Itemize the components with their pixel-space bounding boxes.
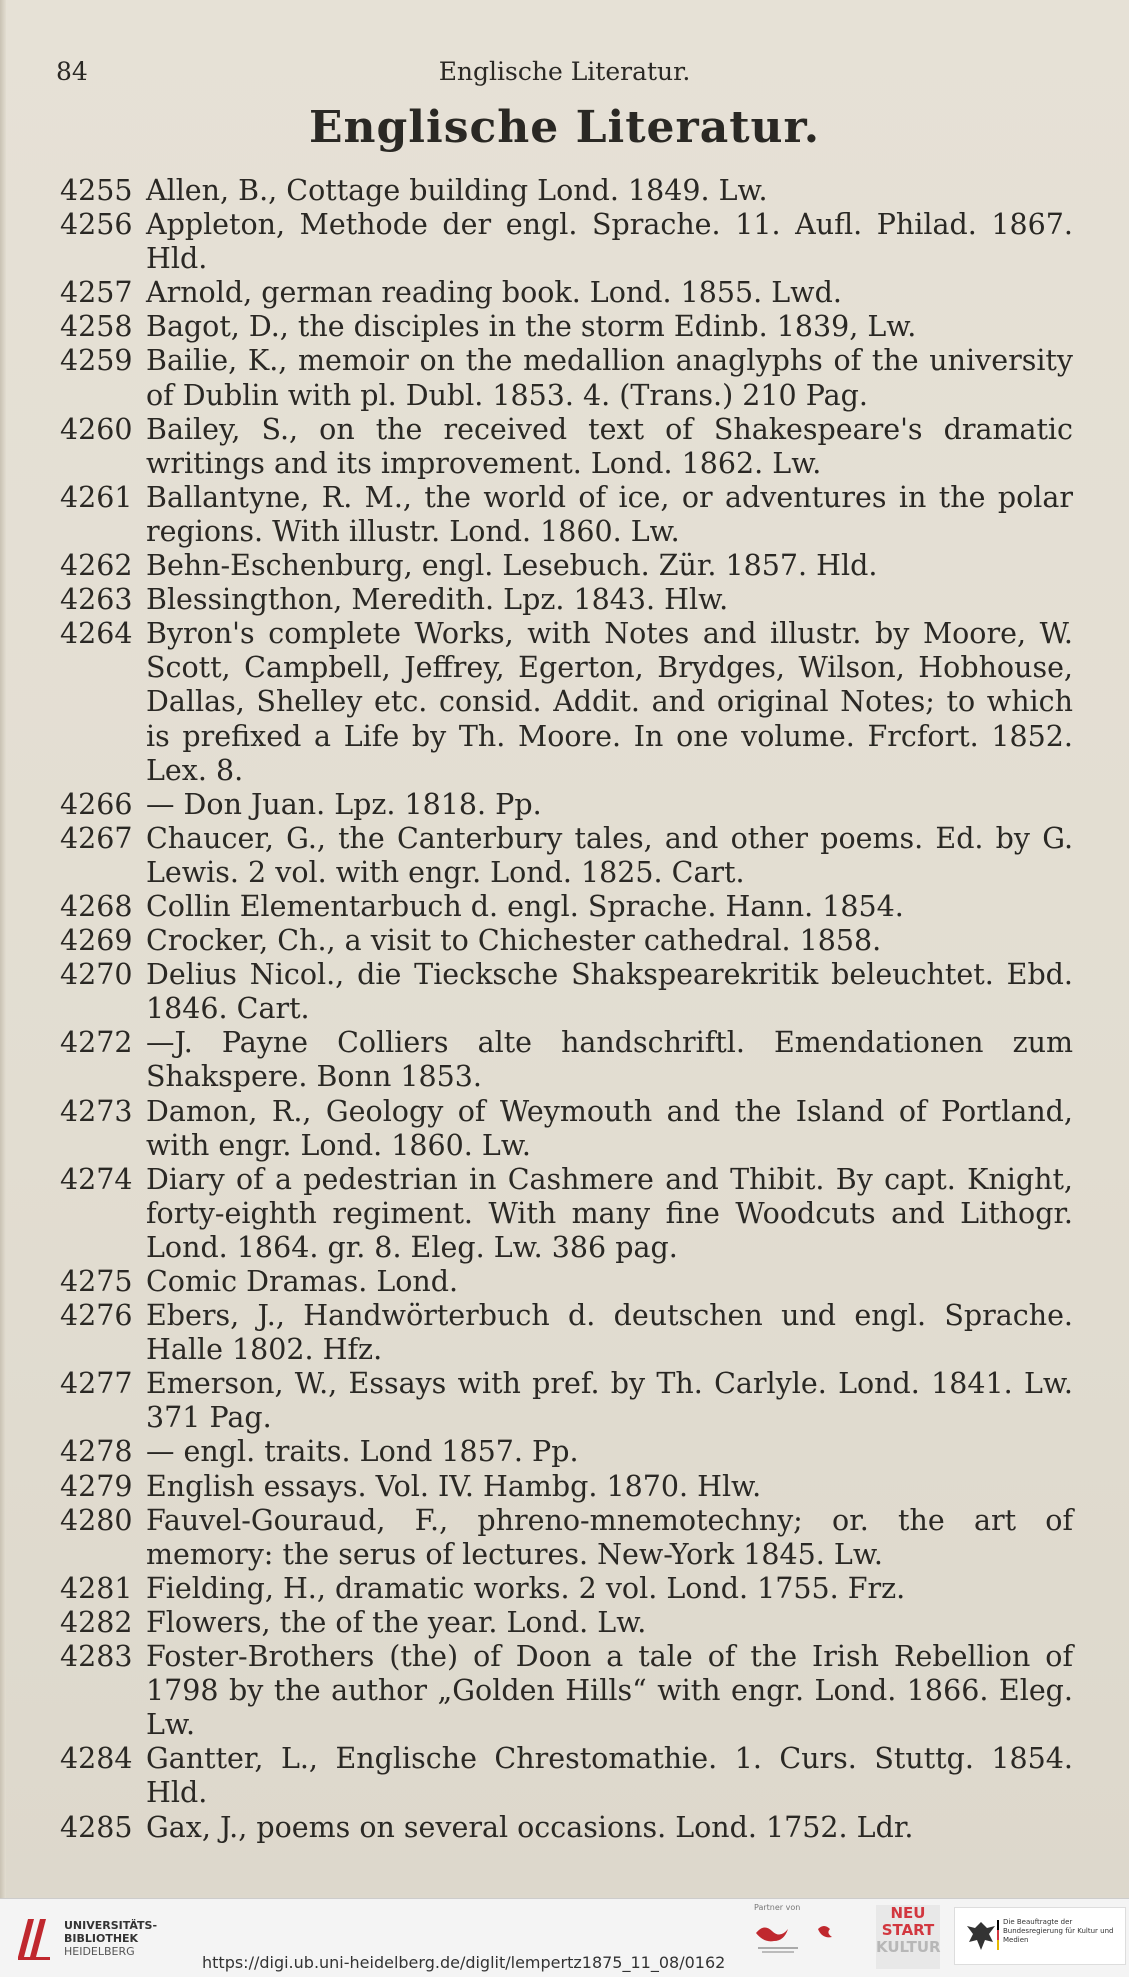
catalog-entry <box>48 1265 1073 1299</box>
entry-number: 4260 <box>60 412 133 446</box>
catalog-entries <box>48 174 1073 1845</box>
entry-text: Emerson, W., Essays with pref. by Th. Carlyle. Lond. 1841. Lw. 371 Pag. <box>146 1367 1073 1435</box>
entry-text: Crocker, Ch., a visit to Chichester cathedral. 1858. <box>146 924 882 958</box>
catalog-entry <box>48 1606 1073 1640</box>
catalog-entry <box>48 1026 1073 1094</box>
entry-number: 4283 <box>60 1640 133 1674</box>
catalog-entry <box>48 481 1073 549</box>
entry-number: 4267 <box>60 821 133 855</box>
catalog-entry <box>48 583 1073 617</box>
catalog-entry <box>48 1572 1073 1606</box>
entry-text: Collin Elementarbuch d. engl. Sprache. Hann. 1854. <box>146 889 904 923</box>
entry-number: 4282 <box>60 1605 133 1639</box>
library-name-line2: BIBLIOTHEK <box>64 1932 139 1945</box>
neustart-word2: START <box>881 1921 935 1939</box>
entry-number: 4256 <box>60 208 133 242</box>
entry-text: Behn-Eschenburg, engl. Lesebuch. Zür. 1857. Hld. <box>146 549 878 583</box>
partner-label: Partner von <box>754 1903 801 1912</box>
entry-number: 4285 <box>60 1810 133 1844</box>
page-url-link[interactable]: https://digi.ub.uni-heidelberg.de/diglit/lempertz1875_11_08/0162 <box>202 1953 726 1972</box>
entry-number: 4255 <box>60 174 133 207</box>
catalog-entry <box>48 924 1073 958</box>
catalog-entry <box>48 1435 1073 1469</box>
viewer-footer <box>0 1898 1129 1977</box>
entry-text: English essays. Vol. IV. Hambg. 1870. Hlw. <box>146 1469 762 1503</box>
entry-number: 4278 <box>60 1435 133 1469</box>
entry-number: 4273 <box>60 1094 133 1128</box>
entry-number: 4261 <box>60 480 133 514</box>
entry-text: — engl. traits. Lond 1857. Pp. <box>146 1435 579 1469</box>
entry-number: 4279 <box>60 1469 133 1503</box>
federal-eagle-icon <box>961 1916 1001 1956</box>
entry-text: —J. Payne Colliers alte handschriftl. Emendationen zum Shakspere. Bonn 1853. <box>146 1026 1073 1094</box>
catalog-entry <box>48 1504 1073 1572</box>
entry-number: 4264 <box>60 617 133 651</box>
entry-number: 4277 <box>60 1367 133 1401</box>
library-name <box>64 1919 174 1958</box>
catalog-entry <box>48 310 1073 344</box>
running-title: Englische Literatur. <box>438 57 691 86</box>
entry-text: Appleton, Methode der engl. Sprache. 11. Aufl. Philad. 1867. Hld. <box>146 208 1073 276</box>
federal-commissioner-logo <box>954 1907 1126 1965</box>
entry-text: Fielding, H., dramatic works. 2 vol. Lond. 1755. Frz. <box>146 1571 906 1605</box>
neustart-word1: NEU <box>890 1904 926 1922</box>
entry-text: Bailie, K., memoir on the medallion anaglyphs of the university of Dublin with pl. Dubl. 1853. 4. (Trans.) 210 Pag. <box>146 344 1073 412</box>
catalog-entry <box>48 174 1073 208</box>
catalog-entry <box>48 890 1073 924</box>
page-edge-shadow <box>0 0 6 1898</box>
entry-number: 4266 <box>60 787 133 821</box>
entry-text: Flowers, the of the year. Lond. Lw. <box>146 1605 647 1639</box>
federal-commissioner-text: Die Beauftragte der Bundesregierung für Kultur und Medien <box>1003 1918 1114 1944</box>
catalog-entry <box>48 1163 1073 1265</box>
catalog-entry <box>48 549 1073 583</box>
entry-text: Ballantyne, R. M., the world of ice, or adventures in the polar regions. With illustr. Lond. 1860. Lw. <box>146 480 1073 548</box>
catalog-entry <box>48 958 1073 1026</box>
entry-text: Diary of a pedestrian in Cashmere and Thibit. By capt. Knight, forty-eighth regiment. With many fine Woodcuts and Lithogr. Lond. 1864. gr. 8. Eleg. Lw. 386 pag. <box>146 1162 1073 1264</box>
entry-text: Damon, R., Geology of Weymouth and the Island of Portland, with engr. Lond. 1860. Lw. <box>146 1094 1073 1162</box>
entry-text: Comic Dramas. Lond. <box>146 1265 459 1298</box>
entry-text: Blessingthon, Meredith. Lpz. 1843. Hlw. <box>146 583 729 617</box>
library-name-line1: UNIVERSITÄTS- <box>64 1919 158 1932</box>
entry-number: 4281 <box>60 1571 133 1605</box>
catalog-entry <box>48 822 1073 890</box>
catalog-entry <box>48 617 1073 787</box>
entry-number: 4259 <box>60 344 133 378</box>
university-library-logo-icon <box>14 1913 54 1963</box>
catalog-entry <box>48 788 1073 822</box>
entry-number: 4258 <box>60 310 133 344</box>
neustart-word3: KULTUR <box>876 1938 941 1956</box>
entry-number: 4275 <box>60 1265 133 1298</box>
partner-logos-icon <box>748 1915 866 1959</box>
entry-text: Allen, B., Cottage building Lond. 1849. Lw. <box>146 174 768 207</box>
catalog-entry <box>48 276 1073 310</box>
entry-number: 4280 <box>60 1503 133 1537</box>
entry-number: 4263 <box>60 583 133 617</box>
entry-text: Byron's complete Works, with Notes and illustr. by Moore, W. Scott, Campbell, Jeffrey, Egerton, Brydges, Wilson, Hobhouse, Dallas, Shelley etc. consid. Addit. and original Notes; to which is prefixed a Life by Th. Moore. In one volume. Frcfort. 1852. Lex. 8. <box>146 617 1073 787</box>
entry-number: 4257 <box>60 276 133 310</box>
page-number: 84 <box>56 57 88 86</box>
entry-text: Bagot, D., the disciples in the storm Edinb. 1839, Lw. <box>146 310 917 344</box>
entry-text: Chaucer, G., the Canterbury tales, and other poems. Ed. by G. Lewis. 2 vol. with engr. Lond. 1825. Cart. <box>146 821 1073 889</box>
neustart-kultur-logo <box>876 1905 940 1969</box>
entry-number: 4269 <box>60 924 133 958</box>
entry-text: Arnold, german reading book. Lond. 1855. Lwd. <box>146 276 842 310</box>
catalog-entry <box>48 1470 1073 1504</box>
catalog-entry <box>48 1299 1073 1367</box>
catalog-entry <box>48 1095 1073 1163</box>
entry-number: 4262 <box>60 549 133 583</box>
catalog-entry <box>48 1367 1073 1435</box>
entry-number: 4274 <box>60 1162 133 1196</box>
catalog-entry <box>48 1640 1073 1742</box>
entry-text: Ebers, J., Handwörterbuch d. deutschen und engl. Sprache. Halle 1802. Hfz. <box>146 1299 1073 1367</box>
catalog-entry <box>48 1742 1073 1810</box>
entry-text: Bailey, S., on the received text of Shakespeare's dramatic writings and its improvement. Lond. 1862. Lw. <box>146 412 1073 480</box>
entry-number: 4270 <box>60 958 133 992</box>
entry-text: Gax, J., poems on several occasions. Lond. 1752. Ldr. <box>146 1810 914 1844</box>
entry-text: Gantter, L., Englische Chrestomathie. 1. Curs. Stuttg. 1854. Hld. <box>146 1742 1073 1810</box>
entry-number: 4284 <box>60 1742 133 1776</box>
entry-number: 4268 <box>60 889 133 923</box>
section-title: Englische Literatur. <box>308 102 821 153</box>
entry-text: Fauvel-Gouraud, F., phreno-mnemotechny; or. the art of memory: the serus of lectures. New-York 1845. Lw. <box>146 1503 1073 1571</box>
catalog-entry <box>48 413 1073 481</box>
running-head <box>56 52 1073 92</box>
catalog-entry <box>48 208 1073 276</box>
catalog-entry <box>48 344 1073 412</box>
entry-text: Foster-Brothers (the) of Doon a tale of the Irish Rebellion of 1798 by the author „Golden Hills“ with engr. Lond. 1866. Eleg. Lw. <box>146 1640 1073 1742</box>
entry-text: — Don Juan. Lpz. 1818. Pp. <box>146 787 542 821</box>
catalog-entry <box>48 1811 1073 1845</box>
entry-text: Delius Nicol., die Tiecksche Shakspearekritik beleuchtet. Ebd. 1846. Cart. <box>146 958 1073 1026</box>
entry-number: 4272 <box>60 1026 133 1060</box>
library-name-line3: HEIDELBERG <box>64 1945 135 1958</box>
entry-number: 4276 <box>60 1299 133 1333</box>
